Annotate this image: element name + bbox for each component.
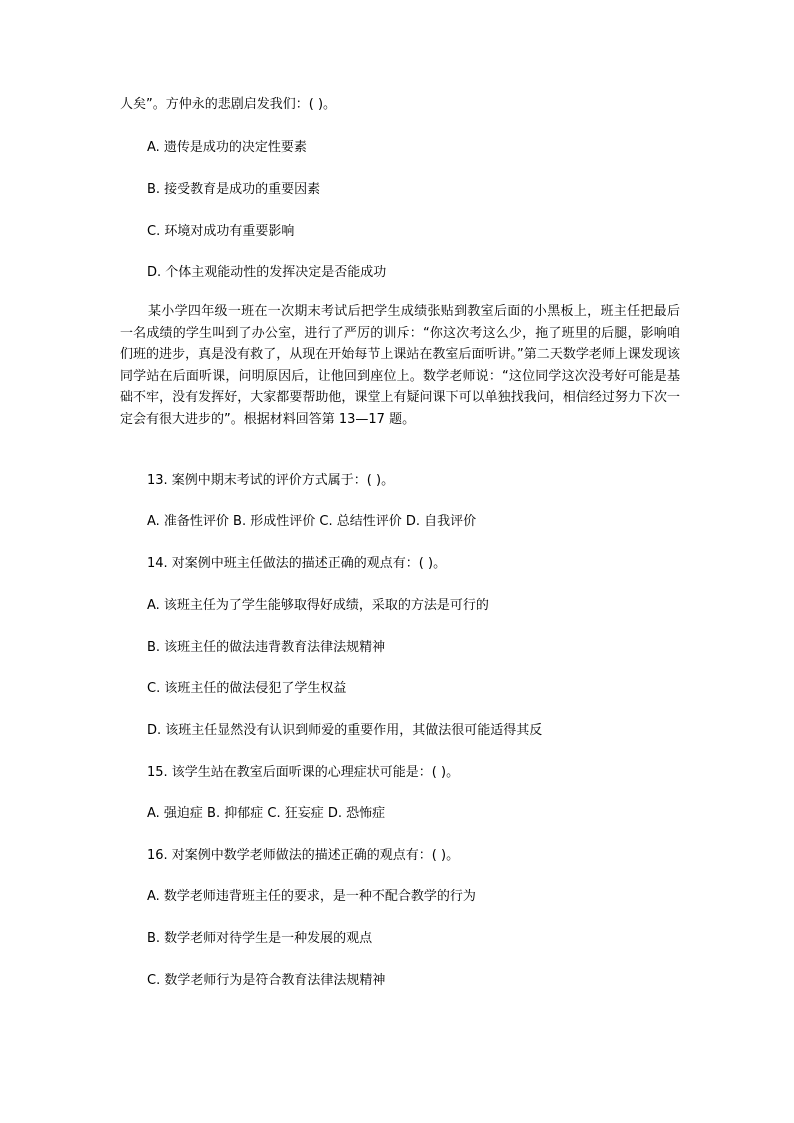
- q13-stem: 13. 案例中期末考试的评价方式属于：( )。: [147, 473, 395, 488]
- q12-option-d: D. 个体主观能动性的发挥决定是否能成功: [147, 265, 387, 280]
- q13-options: A. 准备性评价 B. 形成性评价 C. 总结性评价 D. 自我评价: [147, 514, 477, 529]
- q14-option-d: D. 该班主任显然没有认识到师爱的重要作用，其做法很可能适得其反: [147, 723, 543, 738]
- q12-option-b: B. 接受教育是成功的重要因素: [147, 182, 321, 197]
- case-material-paragraph: 某小学四年级一班在一次期末考试后把学生成绩张贴到教室后面的小黑板上，班主任把最后一名成绩的学生叫到了办公室，进行了严厉的训斥：“你这次考这么少，拖了班里的后腿，影响咱们班的进步，真是没有救了，从现在开始每节上课站在教室后面听讲。”第二天数学老师上课发现该同学站在后面听课，问明原因后，让他回到座位上。数学老师说：“这位同学这次没考好可能是基础不牢，没有发挥好，大家都要帮助他，课堂上有疑问课下可以单独找我问，相信经过努力下次一定会有很大进步的”。根据材料回答第 13—17 题。: [120, 304, 680, 427]
- q14-stem: 14. 对案例中班主任做法的描述正确的观点有：( )。: [147, 556, 447, 571]
- q16-option-b: B. 数学老师对待学生是一种发展的观点: [147, 931, 373, 946]
- question-stem-continuation: 人矣”。方仲永的悲剧启发我们：( )。: [120, 97, 337, 112]
- q15-options: A. 强迫症 B. 抑郁症 C. 狂妄症 D. 恐怖症: [147, 806, 386, 821]
- q14-option-a: A. 该班主任为了学生能够取得好成绩，采取的方法是可行的: [147, 598, 489, 613]
- q14-option-b: B. 该班主任的做法违背教育法律法规精神: [147, 640, 386, 655]
- q12-option-a: A. 遗传是成功的决定性要素: [147, 140, 307, 155]
- q16-stem: 16. 对案例中数学老师做法的描述正确的观点有：( )。: [147, 848, 460, 863]
- q14-option-c: C. 该班主任的做法侵犯了学生权益: [147, 681, 347, 696]
- q16-option-a: A. 数学老师违背班主任的要求，是一种不配合教学的行为: [147, 889, 476, 904]
- q12-option-c: C. 环境对成功有重要影响: [147, 224, 295, 239]
- q16-option-c: C. 数学老师行为是符合教育法律法规精神: [147, 973, 386, 988]
- q15-stem: 15. 该学生站在教室后面听课的心理症状可能是：( )。: [147, 765, 460, 780]
